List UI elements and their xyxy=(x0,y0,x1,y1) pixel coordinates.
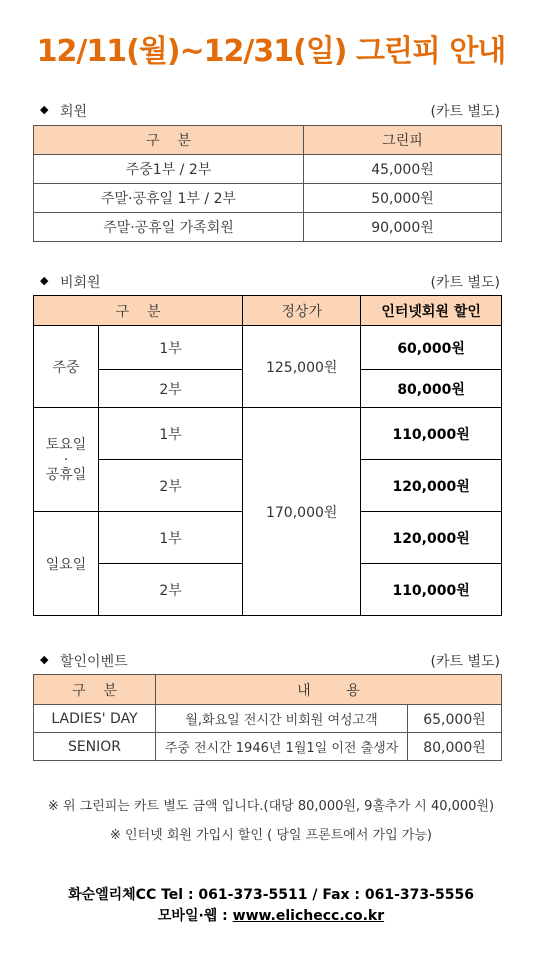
discount-price-cell: 110,000원 xyxy=(361,408,502,460)
member-fee-table xyxy=(33,125,502,242)
nonmember-section-header xyxy=(40,272,500,294)
holiday-label: 공휴일 xyxy=(45,466,87,483)
category-cell: 주말·공휴일 1부 / 2부 xyxy=(34,184,304,213)
discount-price-cell: 120,000원 xyxy=(361,512,502,564)
dot-separator: · xyxy=(63,451,69,468)
page-title: 12/11(월)~12/31(일) 그린피 안내 xyxy=(36,34,506,69)
internet-discount-footnote: ※ 인터넷 회원 가입시 할인 ( 당일 프론트에서 가입 가능) xyxy=(110,828,432,843)
part-cell: 1부 xyxy=(99,512,243,564)
discount-price-cell: 80,000원 xyxy=(361,370,502,408)
event-name-cell: SENIOR xyxy=(34,733,156,761)
diamond-icon: ◆ xyxy=(40,274,49,287)
nonmember-fee-table xyxy=(33,295,502,616)
member-cart-note: (카트 별도) xyxy=(430,104,500,120)
diamond-icon: ◆ xyxy=(40,653,49,666)
category-cell: 주말·공휴일 가족회원 xyxy=(34,213,304,242)
event-section-label: 할인이벤트 xyxy=(60,654,128,670)
table-row xyxy=(34,155,502,184)
part-cell: 2부 xyxy=(99,564,243,616)
website-link[interactable]: www.elichecc.co.kr xyxy=(232,908,385,924)
discount-price-cell: 110,000원 xyxy=(361,564,502,616)
table-row xyxy=(34,705,502,733)
discount-price-cell: 60,000원 xyxy=(361,326,502,370)
sunday-label: 일요일 xyxy=(34,512,99,616)
header-regular-price: 정상가 xyxy=(243,296,361,326)
event-desc-cell: 월,화요일 전시간 비회원 여성고객 xyxy=(156,705,408,733)
part-cell: 1부 xyxy=(99,326,243,370)
header-greenfee: 그린피 xyxy=(304,126,502,155)
member-section-label: 회원 xyxy=(60,104,88,120)
category-cell: 주중1부 / 2부 xyxy=(34,155,304,184)
event-desc-cell: 주중 전시간 1946년 1월1일 이전 출생자 xyxy=(156,733,408,761)
nonmember-cart-note: (카트 별도) xyxy=(430,275,500,291)
nonmember-section-label: 비회원 xyxy=(60,275,101,291)
mobile-web-label: 모바일·웹 : xyxy=(157,908,233,924)
price-cell: 45,000원 xyxy=(304,155,502,184)
header-content: 내 용 xyxy=(156,675,502,705)
header-category: 구 분 xyxy=(34,675,156,705)
web-info xyxy=(0,905,542,925)
header-category: 구 분 xyxy=(34,126,304,155)
price-cell: 50,000원 xyxy=(304,184,502,213)
header-category: 구 분 xyxy=(34,296,243,326)
price-cell: 90,000원 xyxy=(304,213,502,242)
table-row xyxy=(34,326,502,370)
event-name-cell: LADIES' DAY xyxy=(34,705,156,733)
diamond-icon: ◆ xyxy=(40,103,49,116)
event-price-cell: 65,000원 xyxy=(408,705,502,733)
sat-label: 토요일 xyxy=(45,436,87,453)
part-cell: 2부 xyxy=(99,460,243,512)
cart-fee-footnote: ※ 위 그린피는 카트 별도 금액 입니다.(대당 80,000원, 9홀추가 시 40,000원) xyxy=(47,799,495,814)
part-cell: 1부 xyxy=(99,408,243,460)
contact-info: 화순엘리체CC Tel : 061-373-5511 / Fax : 061-373-5556 xyxy=(68,887,474,903)
table-row xyxy=(34,733,502,761)
event-price-cell: 80,000원 xyxy=(408,733,502,761)
event-fee-table xyxy=(33,674,502,761)
member-section-header xyxy=(40,101,500,123)
table-row xyxy=(34,213,502,242)
event-cart-note: (카트 별도) xyxy=(430,654,500,670)
header-internet-discount: 인터넷회원 할인 xyxy=(361,296,502,326)
weekday-regular-price: 125,000원 xyxy=(243,326,361,408)
table-row xyxy=(34,408,502,460)
sat-holiday-label xyxy=(34,408,99,512)
table-row xyxy=(34,184,502,213)
discount-price-cell: 120,000원 xyxy=(361,460,502,512)
event-section-header xyxy=(40,651,500,673)
part-cell: 2부 xyxy=(99,370,243,408)
weekday-label: 주중 xyxy=(34,326,99,408)
weekend-regular-price: 170,000원 xyxy=(243,408,361,616)
